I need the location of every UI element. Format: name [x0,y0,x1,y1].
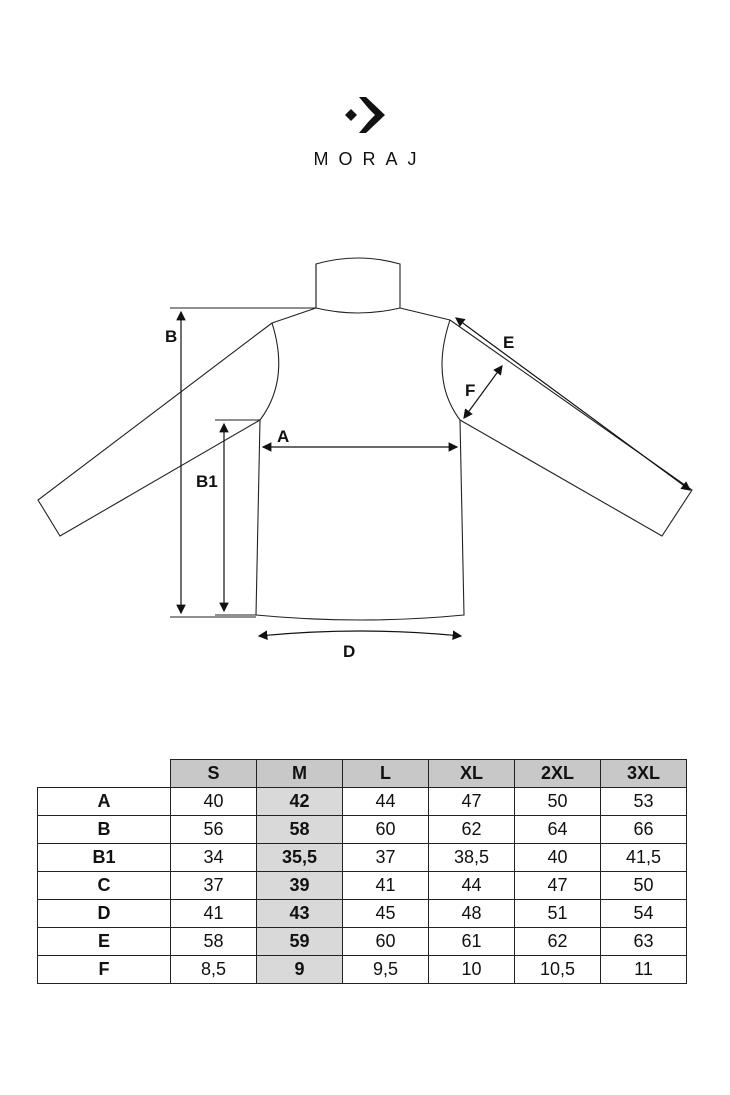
table-cell: 53 [601,788,687,816]
col-header: 3XL [601,760,687,788]
table-cell: 51 [515,900,601,928]
table-cell: 48 [429,900,515,928]
table-row [38,872,687,900]
table-cell: 9 [257,956,343,984]
table-cell: 56 [171,816,257,844]
table-cell: 63 [601,928,687,956]
size-chart-table [37,759,687,984]
row-label: E [38,928,171,956]
measure-d-arrow [259,631,461,636]
table-cell: 45 [343,900,429,928]
table-row [38,788,687,816]
table-corner [38,760,171,788]
table-cell: 8,5 [171,956,257,984]
label-a: A [277,427,290,446]
body-outline [256,420,464,620]
label-f: F [465,381,476,400]
table-cell: 9,5 [343,956,429,984]
table-row [38,844,687,872]
table-cell: 41 [343,872,429,900]
col-header: M [257,760,343,788]
table-cell: 58 [257,816,343,844]
table-cell: 38,5 [429,844,515,872]
label-e: E [503,333,515,352]
col-header: L [343,760,429,788]
table-cell: 34 [171,844,257,872]
label-b: B [165,327,178,346]
table-cell: 64 [515,816,601,844]
row-label: A [38,788,171,816]
table-cell: 47 [515,872,601,900]
table-row [38,900,687,928]
sleeve-left [38,323,272,536]
table-row [38,816,687,844]
table-cell: 11 [601,956,687,984]
label-d: D [343,642,356,661]
table-cell: 50 [601,872,687,900]
table-cell: 44 [429,872,515,900]
table-cell: 60 [343,928,429,956]
row-label: F [38,956,171,984]
table-cell: 62 [429,816,515,844]
row-label: B1 [38,844,171,872]
collar-outline [316,258,400,313]
table-cell: 10 [429,956,515,984]
row-label: B [38,816,171,844]
table-row [38,928,687,956]
table-cell: 41 [171,900,257,928]
row-label: C [38,872,171,900]
label-b1: B1 [196,472,218,491]
table-cell: 37 [171,872,257,900]
table-cell: 40 [171,788,257,816]
table-cell: 62 [515,928,601,956]
table-row [38,956,687,984]
table-cell: 43 [257,900,343,928]
table-cell: 59 [257,928,343,956]
table-cell: 41,5 [601,844,687,872]
sleeve-right [450,320,692,536]
table-cell: 66 [601,816,687,844]
col-header: S [171,760,257,788]
col-header: 2XL [515,760,601,788]
brand-name: MORAJ [313,149,427,169]
table-cell: 60 [343,816,429,844]
col-header: XL [429,760,515,788]
table-cell: 58 [171,928,257,956]
row-label: D [38,900,171,928]
table-cell: 35,5 [257,844,343,872]
table-cell: 39 [257,872,343,900]
table-cell: 42 [257,788,343,816]
table-cell: 37 [343,844,429,872]
size-header-row [38,760,687,788]
table-cell: 47 [429,788,515,816]
shoulder-left [272,308,316,323]
shoulder-right [400,308,450,320]
table-cell: 50 [515,788,601,816]
measure-e-arrow [456,318,690,490]
table-cell: 10,5 [515,956,601,984]
table-cell: 40 [515,844,601,872]
table-cell: 61 [429,928,515,956]
table-cell: 44 [343,788,429,816]
table-cell: 54 [601,900,687,928]
